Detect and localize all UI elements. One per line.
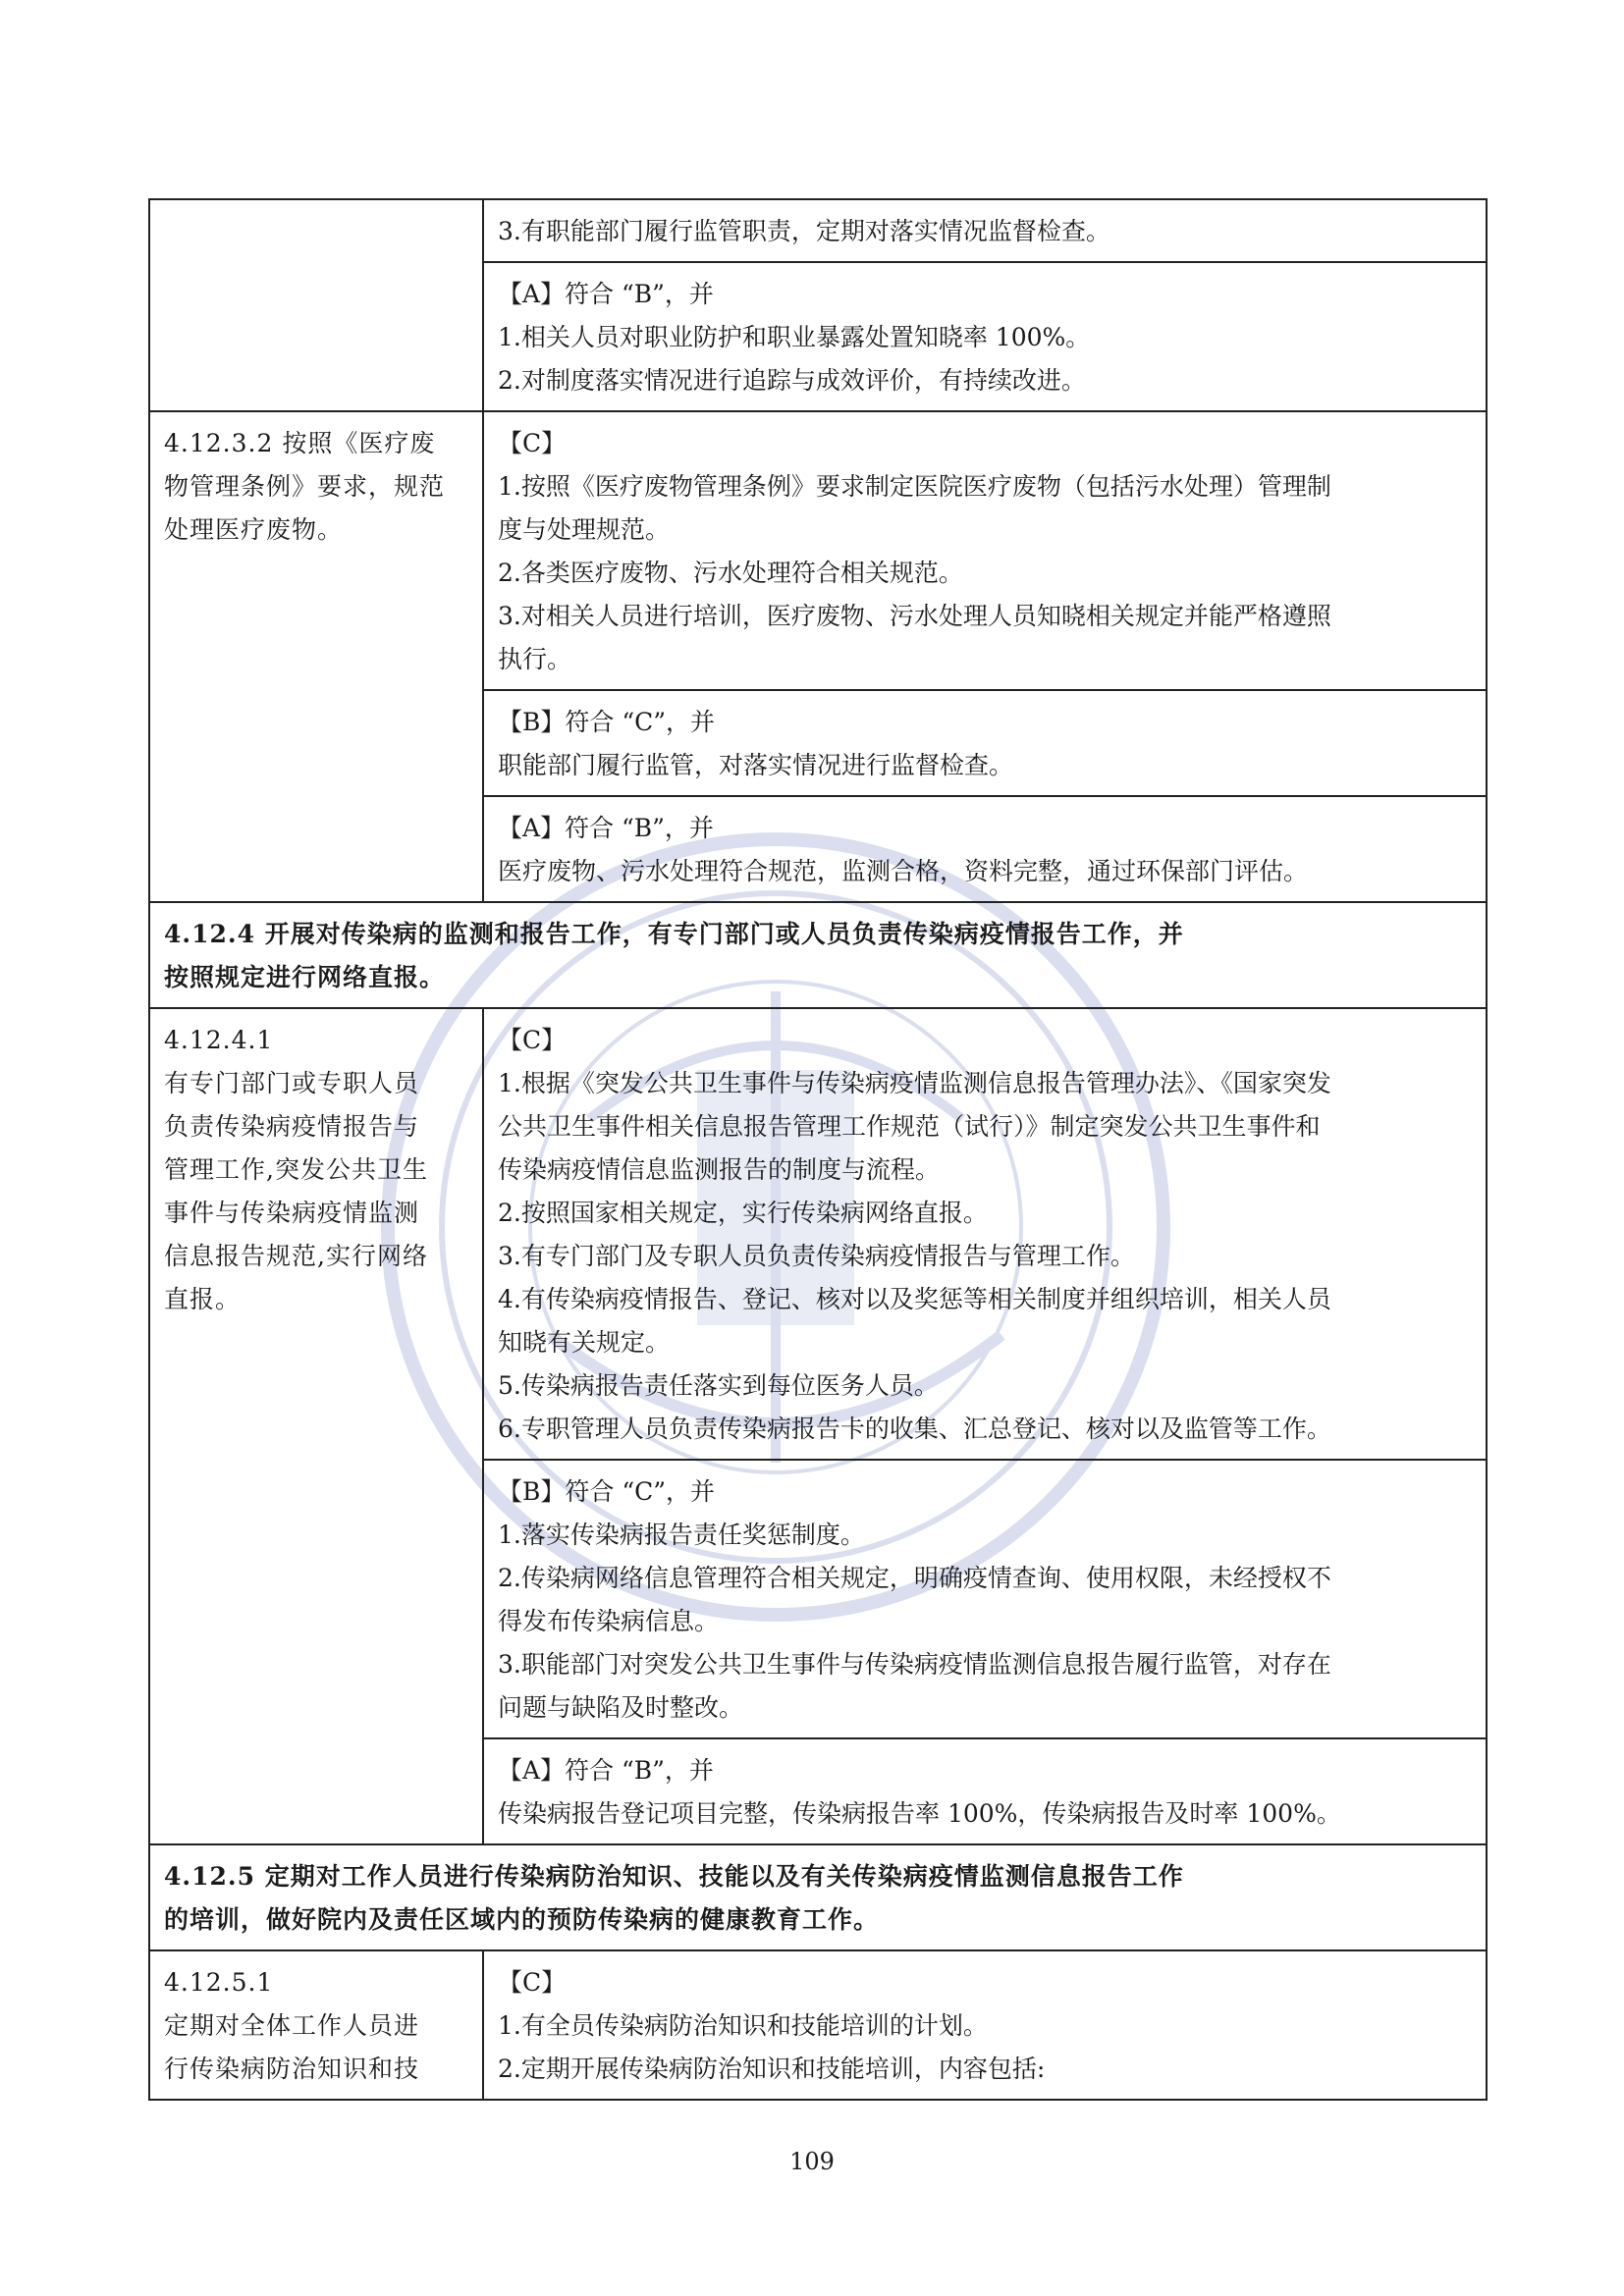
section-heading-row [149,1844,1487,1950]
section-heading-row [149,902,1487,1008]
grade-c-cell: 【C】 1.有全员传染病防治知识和技能培训的计划。 2.定期开展传染病防治知识和技能培训，内容包括: [483,1950,1487,2100]
left-cell-empty [149,199,483,411]
grade-a-cell: 【A】符合 “B”，并 传染病报告登记项目完整，传染病报告率 100%，传染病报告及时率 100%。 [483,1738,1487,1844]
table-row [149,199,1487,262]
item-4-12-4-1-left: 4.12.4.1 有专门部门或专职人员 负责传染病疫情报告与 管理工作,突发公共卫生 事件与传染病疫情监测 信息报告规范,实行网络 直报。 [149,1008,483,1844]
table-row [149,1008,1487,1460]
grade-a-cell: 【A】符合 “B”，并 医疗废物、污水处理符合规范，监测合格，资料完整，通过环保部门评估。 [483,796,1487,902]
page-number: 109 [789,2148,835,2175]
table-row [149,1950,1487,2100]
grade-a-cell: 【A】符合 “B”，并 1.相关人员对职业防护和职业暴露处置知晓率 100%。 2.对制度落实情况进行追踪与成效评价，有持续改进。 [483,262,1487,411]
section-heading-4-12-5: 4.12.5 定期对工作人员进行传染病防治知识、技能以及有关传染病疫情监测信息报告工作 的培训，做好院内及责任区域内的预防传染病的健康教育工作。 [149,1844,1487,1950]
item-4-12-5-1-left: 4.12.5.1 定期对全体工作人员进 行传染病防治知识和技 [149,1950,483,2100]
grade-b-cell: 【B】符合 “C”，并 1.落实传染病报告责任奖惩制度。 2.传染病网络信息管理符合相关规定，明确疫情查询、使用权限，未经授权不 得发布传染病信息。 3.职能部门对突发公共卫生事件与传染病疫情监测信息报告履行监管，对存在 问题与缺陷及时整改。 [483,1460,1487,1738]
item-4-12-3-2-left: 4.12.3.2 按照《医疗废 物管理条例》要求，规范 处理医疗废物。 [149,411,483,902]
section-heading-4-12-4: 4.12.4 开展对传染病的监测和报告工作，有专门部门或人员负责传染病疫情报告工作，并 按照规定进行网络直报。 [149,902,1487,1008]
table-row [149,411,1487,690]
right-cell: 3.有职能部门履行监管职责，定期对落实情况监督检查。 [483,199,1487,262]
grade-c-cell: 【C】 1.按照《医疗废物管理条例》要求制定医院医疗废物（包括污水处理）管理制 度与处理规范。 2.各类医疗废物、污水处理符合相关规范。 3.对相关人员进行培训，医疗废物、污水处理人员知晓相关规定并能严格遵照 执行。 [483,411,1487,690]
standards-table [148,198,1488,2101]
grade-c-cell: 【C】 1.根据《突发公共卫生事件与传染病疫情监测信息报告管理办法》、《国家突发 公共卫生事件相关信息报告管理工作规范（试行）》制定突发公共卫生事件和 传染病疫情信息监测报告的制度与流程。 2.按照国家相关规定，实行传染病网络直报。 3.有专门部门及专职人员负责传染病疫情报告与管理工作。 4.有传染病疫情报告、登记、核对以及奖惩等相关制度并组织培训，相关人员 知晓有关规定。 5.传染病报告责任落实到每位医务人员。 6.专职管理人员负责传染病报告卡的收集、汇总登记、核对以及监管等工作。 [483,1008,1487,1460]
grade-b-cell: 【B】符合 “C”，并 职能部门履行监管，对落实情况进行监督检查。 [483,690,1487,796]
